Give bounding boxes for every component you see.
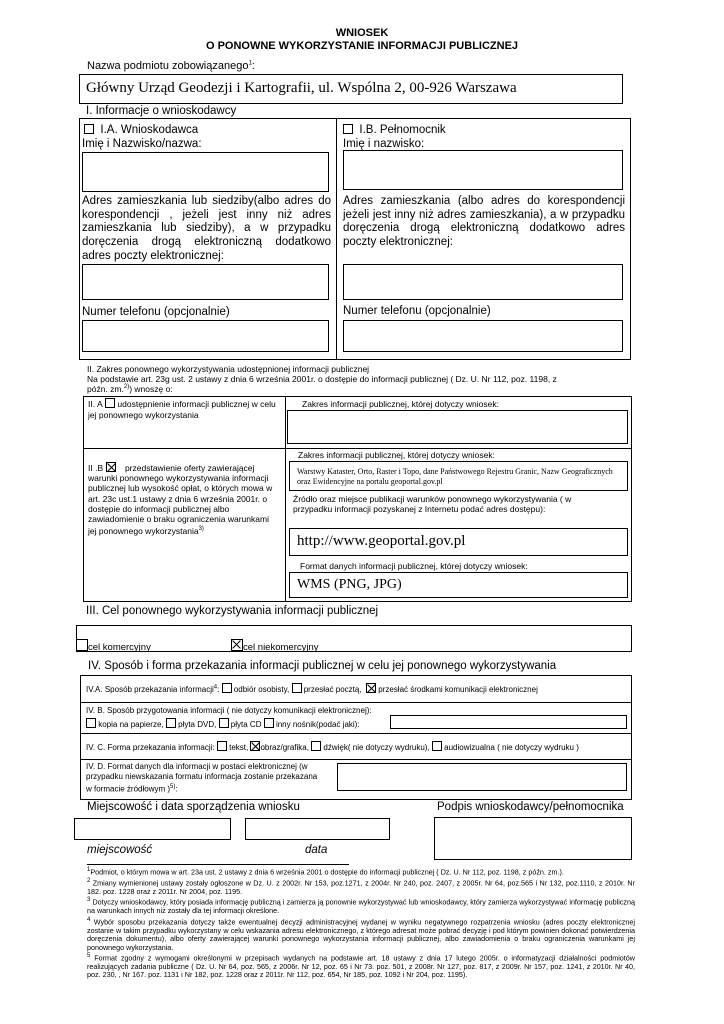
option-2b-scope-value: Warstwy Kataster, Orto, Raster i Topo, dane Państwowego Rejestru Granic, Nazw Geograficznych oraz Ewidencyjne na portalu geoportal.gov.pl: [297, 467, 613, 486]
applicant-title: I.A. Wnioskodawca: [100, 124, 199, 136]
section3-commercial: cel komercyjny: [76, 639, 151, 653]
option-2a-scope-input[interactable]: [287, 410, 628, 444]
section2-divider-h: [83, 448, 632, 449]
entity-field[interactable]: [79, 74, 623, 104]
proxy-phone-label: Numer telefonu (opcjonalnie): [343, 305, 491, 317]
delivery-mail-checkbox[interactable]: [292, 683, 302, 693]
prep-dvd-checkbox[interactable]: [166, 718, 176, 728]
option-2a-checkbox[interactable]: [105, 398, 115, 408]
signature-label: Podpis wnioskodawcy/pełnomocnika: [437, 801, 624, 813]
section4-divider-2: [80, 733, 632, 734]
section2-legal-line1: Na podstawie art. 23g ust. 2 ustawy z dnia 6 września 2001r. o dostępie do informacji publicznej ( Dz. U. Nr 112, poz. 1198, z: [87, 374, 557, 384]
option-2b-source-value: http://www.geoportal.gov.pl: [297, 533, 466, 549]
applicant-header: [84, 124, 198, 136]
footnote-1: $^1$Podmiot, o którym mowa w art. 23a ust. 2 ustawy z dnia 6 września 2001 o dostępie do informacji publicznej ( Dz. U. Nr 112, poz. 1198, z późn. zm.).: [87, 867, 564, 877]
section2-divider-v: [285, 396, 286, 602]
delivery-pickup-checkbox[interactable]: [222, 683, 232, 693]
noncommercial-checkbox[interactable]: [231, 639, 243, 651]
applicant-checkbox[interactable]: [84, 124, 94, 134]
prep-other-input[interactable]: [390, 715, 627, 729]
section3-title: III. Cel ponownego wykorzystywania informacji publicznej: [86, 605, 379, 617]
entity-value: Główny Urząd Geodezji i Kartografii, ul. Wspólna 2, 00-926 Warszawa: [86, 80, 517, 96]
preparation-label: IV. B. Sposób przygotowania informacji ( nie dotyczy komunikacji elektronicznej):: [86, 706, 372, 715]
option-2b-format-label: Format danych informacji publicznej, której dotyczy wniosek:: [300, 561, 528, 571]
option-2b-format-input[interactable]: [289, 572, 628, 598]
applicant-phone-input[interactable]: [82, 320, 329, 352]
place-input[interactable]: [74, 818, 231, 840]
section4-title: IV. Sposób i forma przekazania informacji publicznej w celu jej ponownego wykorzystywania: [88, 660, 557, 672]
preparation-row: kopia na papierze, płyta DVD, płyta CD inny nośnik(podać jaki):: [86, 718, 360, 729]
footnote-5: $^5$ Format zgodny z wymogami określonymi w przepisach wydanych na podstawie art. 18 ustawy z dnia 17 lutego 2005r. o informatyzacji działalności podmiotów realizujących zadania publiczne ( Dz. U. Nr 64, poz. 565, z 2006r. Nr 12, poz. 65 i Nr 73. poz. 501, z 2008r. Nr 127, poz. 817, z 2009r. Nr 157, poz. 1241, z 2010r. Nr 40, poz. 230, , Nr 167. poz. 1131 i Nr 182, poz. 1228 oraz z 2011r. Nr 112, poz. 654, Nr 185, poz. 1092 i Nr 204, poz. 1195).: [87, 953, 635, 980]
form-image-checkbox[interactable]: [250, 741, 260, 751]
prep-cd-checkbox[interactable]: [219, 718, 229, 728]
proxy-address-input[interactable]: [343, 264, 623, 300]
form-audio-checkbox[interactable]: [311, 741, 321, 751]
section1-divider: [336, 118, 337, 360]
option-2b-scope-input[interactable]: [289, 461, 628, 491]
proxy-name-input[interactable]: [343, 150, 623, 190]
proxy-name-label: Imię i nazwisko:: [343, 138, 425, 150]
section3-frame: [76, 625, 632, 652]
section3-noncommercial: cel niekomercyjny: [231, 639, 319, 653]
data-format-input[interactable]: [337, 763, 627, 791]
proxy-checkbox[interactable]: [343, 124, 353, 134]
option-2b-source-input[interactable]: [289, 528, 628, 556]
applicant-name-label: Imię i Nazwisko/nazwa:: [82, 138, 202, 150]
footnote-3: $^3$ Dotyczy wnioskodawcy, który posiada informację publiczną i zamierza ją ponownie wykorzystywać lub wnioskodawcy, który zamierza wykorzystywać informację publiczną na warunkach innych niż zostały dla tej informacji określone.: [87, 897, 635, 916]
data-format-label: IV. D. Format danych dla informacji w postaci elektronicznej (w przypadku niewskazania formatu informacja zostanie przekazana w formacie źródłowym )$^{5)}$:: [86, 762, 318, 794]
section2-legal-line2: późn. zm.$^{2)}$) wnoszę o:: [87, 384, 173, 394]
prep-other-checkbox[interactable]: [264, 718, 274, 728]
footnote-4: $^4$ Wybór sposobu przekazania dotyczy także ewentualnej decyzji administracyjnej wydanej w wyniku negatywnego rozpatrzenia wniosku (adres poczty elektronicznej zostanie w takim przypadku wykorzystany w celu wskazania adresu elektronicznego, z którego adresat może pobrać decyzję i pod którym powinien dokonać potwierdzenia doręczenia dokumentu), albo oferty zawierającej warunki ponownego wykorzystania informacji publicznej, albo zawiadomienia o braku ograniczenia warunkami jej ponownego wykorzystania.: [87, 916, 635, 952]
footnote-2: $^2$ Zmiany wymienionej ustawy zostały ogłoszone w Dz. U. z 2002r. Nr 153, poz.1271, z 2004r. Nr 240, poz. 2407, z 2005r. Nr 64, poz.565 i Nr 132, poz.1110, z 2010r. Nr 182. poz. 1228 oraz z 2011r. Nr 2004, poz. 1195.: [87, 877, 635, 896]
option-2b-source-label: Źródło oraz miejsce publikacji warunków ponownego wykorzystywania ( w przypadku informacji pozyskanej z Internetu podać adres dostępu):: [293, 494, 572, 515]
form-av-checkbox[interactable]: [432, 741, 442, 751]
proxy-address-label: Adres zamieszkania (albo adres do korespondencji jeżeli jest inny niż adres zamieszkania), a w przypadku doręczenia drogą elektroniczną dodatkowo adres poczty elektronicznej:: [343, 195, 625, 249]
prep-paper-checkbox[interactable]: [86, 718, 96, 728]
form-text-checkbox[interactable]: [217, 741, 227, 751]
applicant-phone-label: Numer telefonu (opcjonalnie): [82, 306, 230, 318]
date-input[interactable]: [245, 818, 390, 840]
section1-title: I. Informacje o wnioskodawcy: [86, 105, 237, 117]
footnote-separator: [87, 864, 349, 865]
proxy-title: I.B. Pełnomocnik: [359, 124, 446, 136]
form-title-line1: WNIOSEK: [335, 27, 389, 39]
proxy-header: [343, 124, 446, 136]
entity-label: Nazwa podmiotu zobowiązanego$^1$:: [87, 60, 255, 72]
section4-divider-1: [80, 702, 632, 703]
delivery-method-row: IV.A. Sposób przekazania informacji$^4$: odbiór osobisty, przesłać pocztą, przesłać środkami komunikacji elektronicznej: [86, 684, 538, 694]
option-2b-format-value: WMS (PNG, JPG): [297, 577, 402, 592]
date-caption: data: [305, 844, 328, 856]
place-date-label: Miejscowość i data sporządzenia wniosku: [87, 801, 300, 813]
form-row: IV. C. Forma przekazania informacji: tekst, obraz/grafika, dźwięk( nie dotyczy wydruku), audiowizualna ( nie dotyczy wydruku ): [86, 743, 579, 752]
proxy-phone-input[interactable]: [343, 320, 623, 352]
applicant-address-label: Adres zamieszkania lub siedziby(albo adres do korespondencji , jeżeli jest inny niż adres zamieszkania lub siedziby), a w przypadku doręczenia drogą elektroniczną dodatkowo adres poczty elektronicznej:: [82, 195, 331, 262]
option-2b-checkbox[interactable]: [106, 462, 116, 472]
option-2b-label: II .B przedstawienie oferty zawierającej warunki ponownego wykorzystywania informacji publicznej lub wysokość opłat, o których mowa w art. 23c ust.1 ustawy z dnia 6 września 2001r. o dostępie do informacji publicznej albo zawiadomienie o braku ograniczenia warunkami jej ponownego wykorzystania$^{3)}$: [88, 463, 273, 537]
footnotes: [87, 866, 635, 980]
form-title-line2: O PONOWNE WYKORZYSTANIE INFORMACJI PUBLICZNEJ: [205, 40, 519, 52]
option-2b-scope-label: Zakres informacji publicznej, której dotyczy wniosek:: [298, 450, 495, 460]
delivery-electronic-checkbox[interactable]: [366, 683, 376, 693]
commercial-checkbox[interactable]: [76, 639, 88, 651]
applicant-address-input[interactable]: [82, 264, 329, 300]
signature-field[interactable]: [434, 817, 632, 860]
section4-divider-3: [80, 759, 632, 760]
place-caption: miejscowość: [87, 844, 153, 856]
section2-title: II. Zakres ponownego wykorzystywania udostępnionej informacji publicznej: [87, 364, 370, 374]
option-2a-label: II. A udostępnienie informacji publicznej w celu jej ponownego wykorzystania: [88, 399, 276, 420]
option-2a-scope-label: Zakres informacji publicznej, której dotyczy wniosek:: [302, 399, 499, 409]
applicant-name-input[interactable]: [82, 152, 329, 192]
